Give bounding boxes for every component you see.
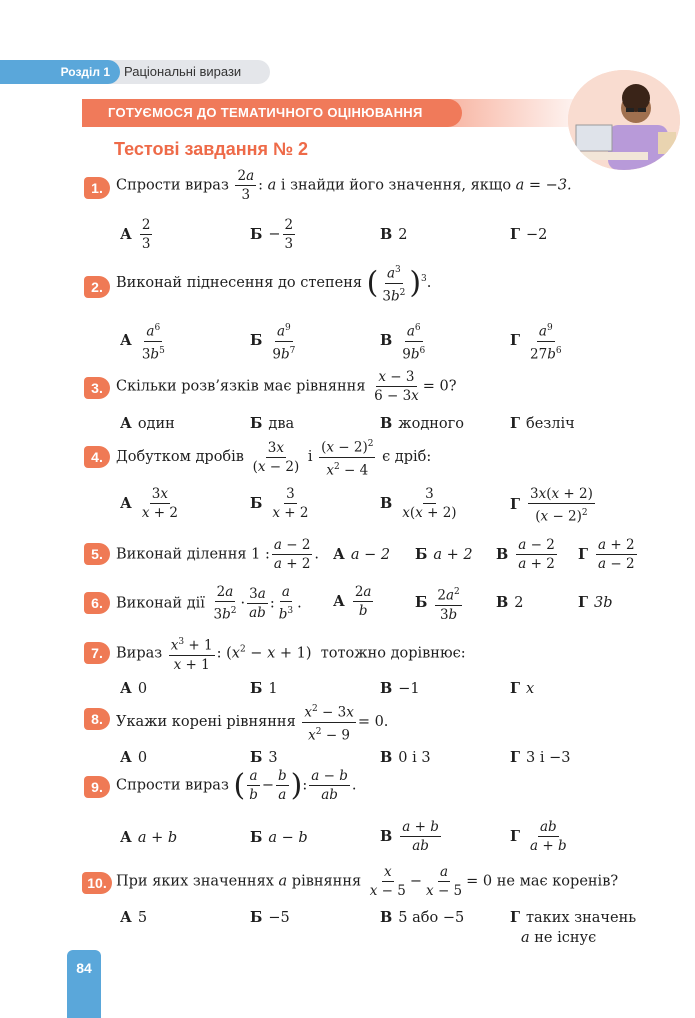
q6-option-b: Б $\frac{2a^2}{3b}$ (415, 584, 464, 623)
q7-option-v: В −1 (380, 680, 420, 697)
q10-option-a: А 5 (120, 909, 148, 926)
question-number: 5. (84, 543, 110, 565)
q2-option-b: Б $\frac{a^9}{9b^7}$ (250, 320, 299, 362)
q9-option-v: В $\frac{a + b}{ab}$ (380, 819, 439, 854)
q9-option-b: Б a − b (250, 829, 308, 846)
q4-option-a: А $\frac{3x}{x + 2}$ (120, 486, 178, 521)
question-number: 7. (84, 642, 110, 664)
q4-option-v: В $\frac{3}{x(x + 2)}$ (380, 486, 457, 521)
q10-option-v: В 5 або −5 (380, 909, 465, 926)
student-photo (568, 70, 680, 170)
q2-option-a: А $\frac{a^6}{3b^5}$ (120, 320, 169, 362)
q10-option-b: Б −5 (250, 909, 290, 926)
question-number: 9. (84, 776, 110, 798)
q7-option-b: Б 1 (250, 680, 278, 697)
question-3-text: Скільки розв’язків має рівняння $\frac{x - 3}{6 - 3x}$ = 0? (116, 369, 457, 404)
question-9-text: Спрости вираз ( $\frac{a}{b}$ − $\frac{b}{a}$ ): $\frac{a - b}{ab}$ . (116, 768, 357, 803)
question-10-text: При яких значеннях a рівняння $\frac{x}{x - 5}$ − $\frac{a}{x - 5}$ = 0 не має коренів? (116, 864, 619, 899)
q5-option-v: В $\frac{a - 2}{a + 2}$ (496, 537, 555, 572)
q9-option-a: А a + b (120, 829, 178, 846)
q3-option-g: Г безліч (510, 415, 575, 432)
q1-option-v: В 2 (380, 226, 408, 243)
q5-option-a: А a − 2 (333, 546, 391, 563)
q10-option-g-line2: a не існує (521, 930, 597, 946)
question-number: 4. (84, 446, 110, 468)
q4-option-b: Б $\frac{3}{x + 2}$ (250, 486, 309, 521)
question-number: 10. (82, 872, 112, 894)
q3-option-a: А один (120, 415, 175, 432)
q1-option-b: Б − $\frac{2}{3}$ (250, 217, 294, 252)
q9-option-g: Г $\frac{ab}{a + b}$ (510, 819, 567, 854)
q10-option-g: Г таких значень (510, 909, 637, 926)
q8-option-g: Г 3 і −3 (510, 749, 571, 766)
q7-option-g: Г x (510, 680, 535, 697)
question-number: 1. (84, 177, 110, 199)
q3-option-v: В жодного (380, 415, 464, 432)
q2-option-v: В $\frac{a^6}{9b^6}$ (380, 320, 429, 362)
question-number: 8. (84, 708, 110, 730)
question-number: 2. (84, 276, 110, 298)
q4-option-g: Г $\frac{3x(x + 2)}{(x - 2)^2}$ (510, 486, 593, 525)
q5-option-b: Б a + 2 (415, 546, 473, 563)
question-4-text: Добутком дробів $\frac{3x}{(x - 2)}$ і $\frac{(x - 2)^2}{x^2 - 4}$ є дріб: (116, 436, 431, 478)
q6-option-v: В 2 (496, 594, 524, 611)
question-8-text: Укажи корені рівняння $\frac{x^2 - 3x}{x^2 - 9}$ = 0. (116, 701, 388, 743)
q8-option-v: В 0 і 3 (380, 749, 431, 766)
question-1-text: Спрости вираз $\frac{2a}{3}$ : a і знайди його значення, якщо a = −3. (116, 168, 572, 203)
question-6-text: Виконай дії $\frac{2a}{3b^2}$ · $\frac{3a}{ab}$ : $\frac{a}{b^3}$ . (116, 584, 302, 623)
page-number: 84 (76, 960, 92, 976)
test-title: Тестові завдання № 2 (114, 139, 309, 159)
q8-option-b: Б 3 (250, 749, 278, 766)
question-5-text: Виконай ділення 1 : $\frac{a - 2}{a + 2}$ . (116, 537, 320, 572)
banner-text: ГОТУЄМОСЯ ДО ТЕМАТИЧНОГО ОЦІНЮВАННЯ (108, 105, 423, 120)
fraction: $\frac{2a}{3}$ (237, 168, 255, 203)
section-tag: Розділ 1 (0, 60, 120, 84)
q6-option-g: Г 3b (578, 594, 613, 611)
q5-option-g: Г $\frac{a + 2}{a - 2}$ (578, 537, 635, 572)
question-number: 6. (84, 592, 110, 614)
q3-option-b: Б два (250, 415, 295, 432)
question-2-text: Виконай піднесення до степеня ( $\frac{a^3}{3b^2}$ )$^3$. (116, 262, 431, 304)
section-title: Раціональні вирази (124, 64, 242, 79)
q8-option-a: А 0 (120, 749, 148, 766)
q7-option-a: А 0 (120, 680, 148, 697)
q6-option-a: А $\frac{2a}{b}$ (333, 584, 372, 619)
q1-option-a: А $\frac{2}{3}$ (120, 217, 151, 252)
question-number: 3. (84, 377, 110, 399)
question-7-text: Вираз $\frac{x^3 + 1}{x + 1}$ : $(x^2 - x + 1)$ тотожно дорівнює: (116, 634, 466, 673)
q1-option-g: Г −2 (510, 226, 548, 243)
q2-option-g: Г $\frac{a^9}{27b^6}$ (510, 320, 566, 362)
